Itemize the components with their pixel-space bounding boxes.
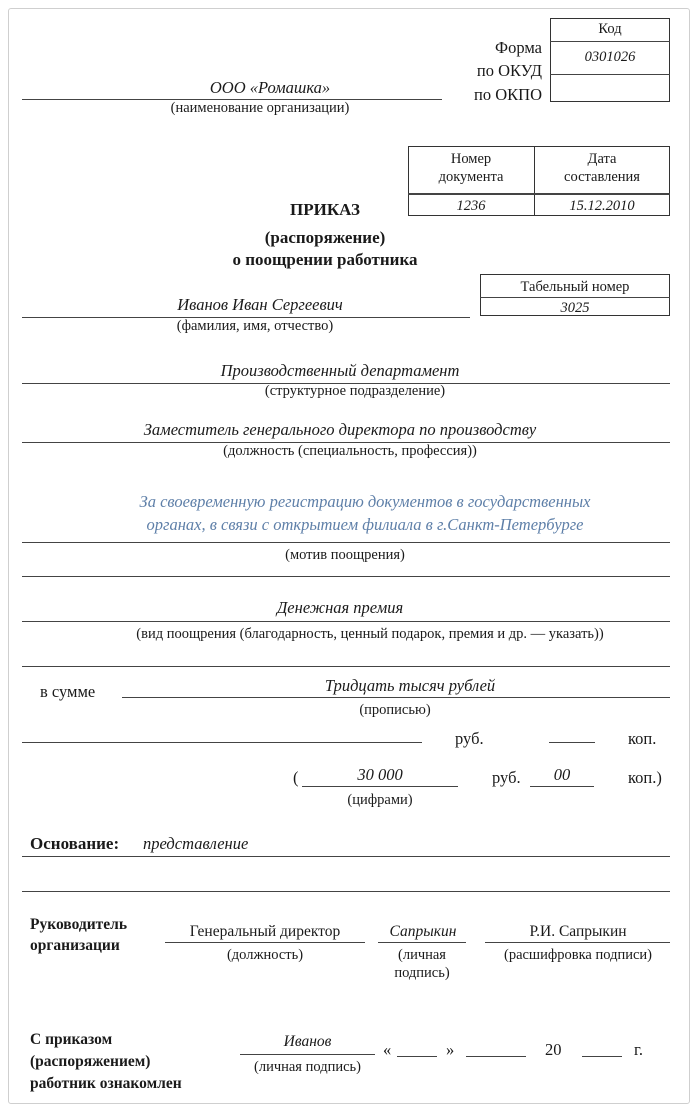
org-name: ООО «Ромашка» — [209, 78, 331, 97]
basis-label: Основание: — [30, 834, 120, 853]
tab-number-header: Табельный номер — [520, 279, 630, 295]
head-decoded-caption: (расшифровка подписи) — [503, 947, 653, 963]
doc-date: 15.12.2010 — [569, 198, 635, 214]
kop-label-2: коп.) — [628, 768, 662, 787]
employee-name-caption: (фамилия, имя, отчество) — [176, 318, 334, 334]
kop-label-1: коп. — [628, 729, 657, 748]
amount-digits-caption: (цифрами) — [347, 792, 413, 808]
head-label-1: Руководитель — [30, 916, 128, 933]
date-quote-close: » — [446, 1040, 455, 1059]
okpo-label: по ОКПО — [474, 85, 542, 104]
title-prikaz: ПРИКАЗ — [290, 200, 360, 219]
doc-date-header-2: составления — [564, 169, 640, 185]
title-subject: о поощрении работника — [232, 250, 418, 269]
reward-caption: (вид поощрения (благодарность, ценный подарок, премия и др. — указать)) — [136, 626, 604, 642]
okud-label: по ОКУД — [476, 61, 542, 80]
rub-label-1: руб. — [455, 729, 484, 748]
head-label-2: организации — [30, 937, 120, 954]
position: Заместитель генерального директора по производству — [143, 420, 537, 439]
date-year-suffix: г. — [634, 1040, 644, 1059]
amount-words-caption: (прописью) — [359, 702, 431, 718]
amount-digits: 30 000 — [357, 765, 403, 784]
head-position-caption: (должность) — [226, 947, 304, 963]
v-summe-label: в сумме — [40, 682, 96, 701]
date-year-prefix: 20 — [545, 1040, 562, 1059]
ack-label-1: С приказом — [30, 1031, 113, 1048]
tab-number: 3025 — [560, 300, 590, 316]
head-signature: Сапрыкин — [389, 923, 457, 940]
reward-type: Денежная премия — [276, 598, 404, 617]
doc-number-header-2: документа — [438, 169, 504, 185]
amount-kopecks: 00 — [553, 765, 571, 784]
head-decoded: Р.И. Сапрыкин — [529, 923, 627, 940]
okud-code: 0301026 — [584, 49, 636, 65]
date-year-line — [582, 1056, 622, 1057]
ack-label-3: работник ознакомлен — [30, 1075, 182, 1092]
doc-date-header-1: Дата — [587, 151, 617, 167]
doc-number: 1236 — [456, 198, 486, 214]
rub-label-2: руб. — [492, 768, 521, 787]
position-caption: (должность (специальность, профессия)) — [223, 443, 477, 459]
head-signature-caption-1: (личная — [398, 947, 446, 963]
motive-line-2: органах, в связи с открытием филиала в г.Санкт-Петербурге — [146, 515, 584, 534]
date-quote-open: « — [383, 1040, 392, 1059]
ack-label-2: (распоряжением) — [30, 1053, 151, 1070]
department-caption: (структурное подразделение) — [264, 383, 446, 399]
doc-number-header-1: Номер — [450, 151, 492, 167]
ack-signature: Иванов — [283, 1033, 332, 1050]
motive-line-1: За своевременную регистрацию документов в государственных — [139, 492, 591, 511]
ack-signature-caption: (личная подпись) — [254, 1059, 361, 1075]
amount-words: Тридцать тысяч рублей — [324, 676, 496, 695]
title-rasporyazhenie: (распоряжение) — [264, 228, 386, 247]
motive-caption: (мотив поощрения) — [285, 547, 405, 563]
date-month-line — [466, 1056, 526, 1057]
forma-label: Форма — [495, 38, 542, 57]
org-caption: (наименование организации) — [170, 100, 350, 116]
kod-label: Код — [598, 21, 622, 37]
department: Производственный департамент — [220, 361, 460, 380]
open-paren: ( — [293, 768, 299, 787]
head-position: Генеральный директор — [189, 923, 341, 940]
date-day-line — [397, 1056, 437, 1057]
head-signature-caption-2: подпись) — [394, 965, 450, 981]
employee-name: Иванов Иван Сергеевич — [177, 295, 343, 314]
basis-value: представление — [143, 834, 249, 853]
